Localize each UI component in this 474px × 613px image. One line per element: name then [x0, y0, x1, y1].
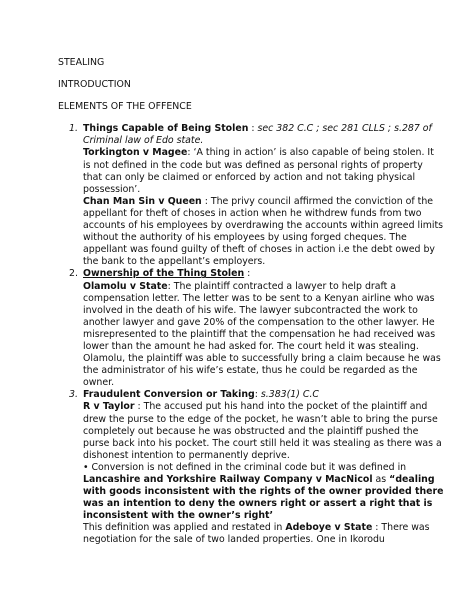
item-heading	[83, 123, 444, 147]
item-heading	[83, 389, 444, 401]
list-item-fraudulent-conversion	[58, 389, 444, 546]
list-item-things-capable	[58, 123, 444, 268]
list-number: 2.	[69, 268, 78, 280]
section-heading-elements: ELEMENTS OF THE OFFENCE	[58, 101, 192, 113]
case-paragraph	[83, 401, 444, 461]
document-title: STEALING	[58, 57, 105, 68]
statute-citation: sec 382 C.C ; sec 281 CLLS ; s.287 of Criminal law of Edo state.	[83, 123, 432, 147]
item-title-suffix: :	[254, 389, 261, 401]
item-title: Fraudulent Conversion or Taking	[83, 389, 255, 401]
item-title-suffix: :	[244, 268, 251, 280]
case-text: : ‘A thing in action’ is also capable of being stolen. It is not defined in the code but was defined as personal rights of property that can only be claimed or enforced by action and not taking physical possession’.	[83, 147, 434, 195]
item-heading	[83, 268, 444, 280]
elements-list	[58, 123, 444, 546]
definition-lead: • Conversion is not defined in the criminal code but it was defined in	[83, 461, 407, 473]
definition-connector: as	[372, 474, 390, 485]
definition-paragraph	[83, 462, 444, 522]
section-heading-introduction: INTRODUCTION	[58, 79, 131, 91]
case-paragraph	[83, 522, 444, 546]
case-name: Olamolu v State	[83, 280, 168, 292]
item-title: Ownership of the Thing Stolen	[83, 268, 245, 280]
definition-quote: “dealing with goods inconsistent with the rights of the owner provided there was an intention to deny the owners right or assert a right that is inconsistent with the owner’s right’	[83, 474, 444, 522]
case-paragraph	[83, 147, 444, 195]
case-name: Lancashire and Yorkshire Railway Company v MacNicol	[83, 474, 373, 485]
case-name: Torkington v Magee	[83, 147, 188, 159]
item-title: Things Capable of Being Stolen	[83, 123, 249, 135]
case-name: Adeboye v State	[285, 522, 373, 534]
case-text: : There was negotiation for the sale of two landed properties. One in Ikorodu	[83, 522, 430, 546]
list-number: 3.	[69, 389, 78, 401]
list-item-ownership	[58, 268, 444, 389]
case-name: Chan Man Sin v Queen	[83, 195, 202, 207]
case-paragraph	[83, 196, 444, 269]
item-title-suffix: :	[248, 123, 258, 135]
list-number: 1.	[69, 123, 78, 135]
statute-citation: s.383(1) C.C	[260, 389, 319, 401]
case-name: R v Taylor	[83, 401, 135, 413]
case-paragraph	[83, 281, 444, 390]
case-text: : The privy council affirmed the conviction of the appellant for theft of choses in action when he withdrew funds from two accounts of his employees by overdrawing the accounts within agreed limits without the authority of his employees by using forged cheques. The appellant was found guilty of theft of choses in action i.e the debt owed by the bank to the appellant’s employers.	[83, 195, 444, 268]
case-text: : The plaintiff contracted a lawyer to help draft a compensation letter. The letter was to be sent to a Kenyan airline who was involved in the death of his wife. The lawyer subcontracted the work to another lawyer and gave 20% of the compensation to the other lawyer. He misrepresented to the plaintiff that the compensation he had received was lower than the amount he had asked for. The court held it was stealing. Olamolu, the plaintiff was able to successfully bring a claim because he was the administrator of his wife’s estate, thus he could be regarded as the owner.	[83, 280, 441, 389]
case-text: : The accused put his hand into the pocket of the plaintiff and drew the purse to the edge of the pocket, he wasn’t able to bring the purse completely out because he was obstructed and the plaintiff pushed the purse back into his pocket. The court still held it was stealing as there was a dishonest intention to permanently deprive.	[83, 401, 442, 461]
case-lead: This definition was applied and restated in	[83, 522, 286, 534]
